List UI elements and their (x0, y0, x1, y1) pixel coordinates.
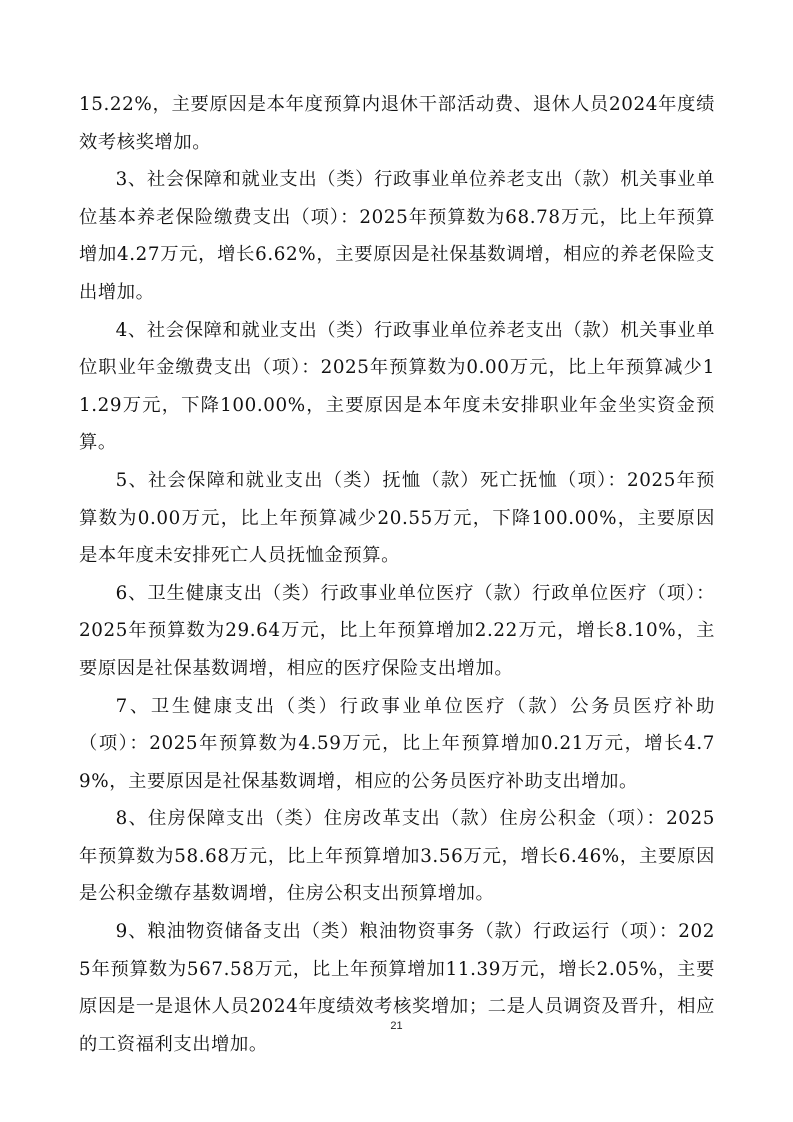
document-body (79, 86, 715, 1063)
paragraph-item-5: 5、社会保障和就业支出（类）抚恤（款）死亡抚恤（项）：2025年预算数为0.00万元，比上年预算减少20.55万元，下降100.00%，主要原因是本年度未安排死亡人员抚恤金预算。 (79, 469, 715, 567)
paragraph-item-7: 7、卫生健康支出（类）行政事业单位医疗（款）公务员医疗补助（项）：2025年预算数为4.59万元，比上年预算增加0.21万元，增长4.79%，主要原因是社保基数调增，相应的公务员医疗补助支出增加。 (79, 695, 715, 792)
paragraph-item-3: 3、社会保障和就业支出（类）行政事业单位养老支出（款）机关事业单位基本养老保险缴费支出（项）：2025年预算数为68.78万元，比上年预算增加4.27万元，增长6.62%，主要原因是社保基数调增，相应的养老保险支出增加。 (79, 169, 715, 303)
paragraph-item-4: 4、社会保障和就业支出（类）行政事业单位养老支出（款）机关事业单位职业年金缴费支出（项）：2025年预算数为0.00万元，比上年预算减少11.29万元，下降100.00%，主要原因是本年度未安排职业年金坐实资金预算。 (79, 319, 715, 454)
page-number: 21 (390, 1020, 403, 1032)
paragraph-item-9: 9、粮油物资储备支出（类）粮油物资事务（款）行政运行（项）：2025年预算数为567.58万元，比上年预算增加11.39万元，增长2.05%，主要原因是一是退休人员2024年度绩效考核奖增加；二是人员调资及晋升，相应的工资福利支出增加。 (79, 921, 715, 1055)
paragraph-continuation: 15.22%，主要原因是本年度预算内退休干部活动费、退休人员2024年度绩效考核奖增加。 (79, 94, 715, 153)
paragraph-item-8: 8、住房保障支出（类）住房改革支出（款）住房公积金（项）：2025年预算数为58.68万元，比上年预算增加3.56万元，增长6.46%，主要原因是公积金缴存基数调增，住房公积支出预算增加。 (79, 808, 715, 905)
paragraph-item-6: 6、卫生健康支出（类）行政事业单位医疗（款）行政单位医疗（项）：2025年预算数为29.64万元，比上年预算增加2.22万元，增长8.10%，主要原因是社保基数调增，相应的医疗保险支出增加。 (79, 582, 715, 679)
